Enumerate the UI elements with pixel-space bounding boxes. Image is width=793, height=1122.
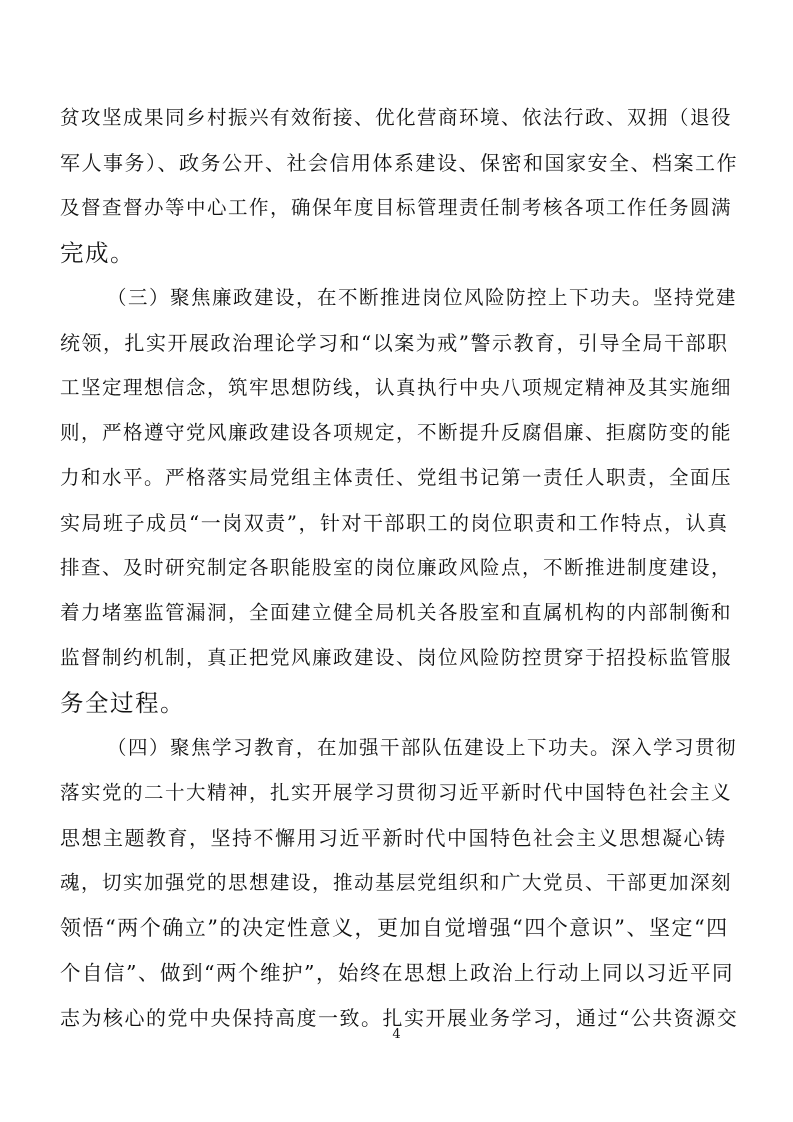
paragraph-2-line-7: 排查、及时研究制定各职能股室的岗位廉政风险点，不断推进制度建设， bbox=[60, 556, 733, 579]
paragraph-2-line-5: 力和水平。严格落实局党组主体责任、党组书记第一责任人职责，全面压 bbox=[60, 466, 733, 489]
paragraph-2-line-6: 实局班子成员“一岗双责”，针对干部职工的岗位职责和工作特点，认真 bbox=[60, 511, 729, 535]
page-number: 4 bbox=[392, 1027, 401, 1042]
paragraph-3-line-4: 魂，切实加强党的思想建设，推动基层党组织和广大党员、干部更加深刻 bbox=[60, 871, 733, 894]
paragraph-3-line-2: 落实党的二十大精神，扎实开展学习贯彻习近平新时代中国特色社会主义 bbox=[60, 781, 733, 804]
paragraph-3-line-6: 个自信”、做到“两个维护”，始终在思想上政治上行动上同以习近平同 bbox=[60, 961, 734, 985]
paragraph-2-line-1: （三）聚焦廉政建设，在不断推进岗位风险防控上下功夫。坚持党建 bbox=[107, 286, 738, 309]
paragraph-2-line-10: 务全过程。 bbox=[60, 689, 185, 717]
paragraph-3-line-1: （四）聚焦学习教育，在加强干部队伍建设上下功夫。深入学习贯彻 bbox=[107, 736, 738, 759]
paragraph-2-line-8: 着力堵塞监管漏洞，全面建立健全局机关各股室和直属机构的内部制衡和 bbox=[60, 601, 733, 624]
paragraph-2-line-2: 统领，扎实开展政治理论学习和“以案为戒”警示教育，引导全局干部职 bbox=[60, 331, 729, 355]
paragraph-2-line-3: 工坚定理想信念，筑牢思想防线，认真执行中央八项规定精神及其实施细 bbox=[60, 376, 733, 399]
paragraph-3-line-5: 领悟“两个确立”的决定性意义，更加自觉增强“四个意识”、坚定“四 bbox=[60, 916, 729, 940]
paragraph-2-line-4: 则，严格遵守党风廉政建设各项规定，不断提升反腐倡廉、拒腐防变的能 bbox=[60, 421, 733, 444]
paragraph-2-line-9: 监督制约机制，真正把党风廉政建设、岗位风险防控贯穿于招投标监管服 bbox=[60, 646, 733, 669]
paragraph-1-line-1: 贫攻坚成果同乡村振兴有效衔接、优化营商环境、依法行政、双拥（退役 bbox=[60, 106, 733, 129]
paragraph-3-line-3: 思想主题教育，坚持不懈用习近平新时代中国特色社会主义思想凝心铸 bbox=[60, 826, 727, 850]
paragraph-1-line-4: 完成。 bbox=[60, 239, 135, 267]
paragraph-3-line-7: 志为核心的党中央保持高度一致。扎实开展业务学习，通过“公共资源交 bbox=[60, 1006, 739, 1030]
paragraph-1-line-3: 及督查督办等中心工作，确保年度目标管理责任制考核各项工作任务圆满 bbox=[60, 196, 733, 219]
paragraph-1-line-2: 军人事务）、政务公开、社会信用体系建设、保密和国家安全、档案工作 bbox=[60, 151, 738, 175]
